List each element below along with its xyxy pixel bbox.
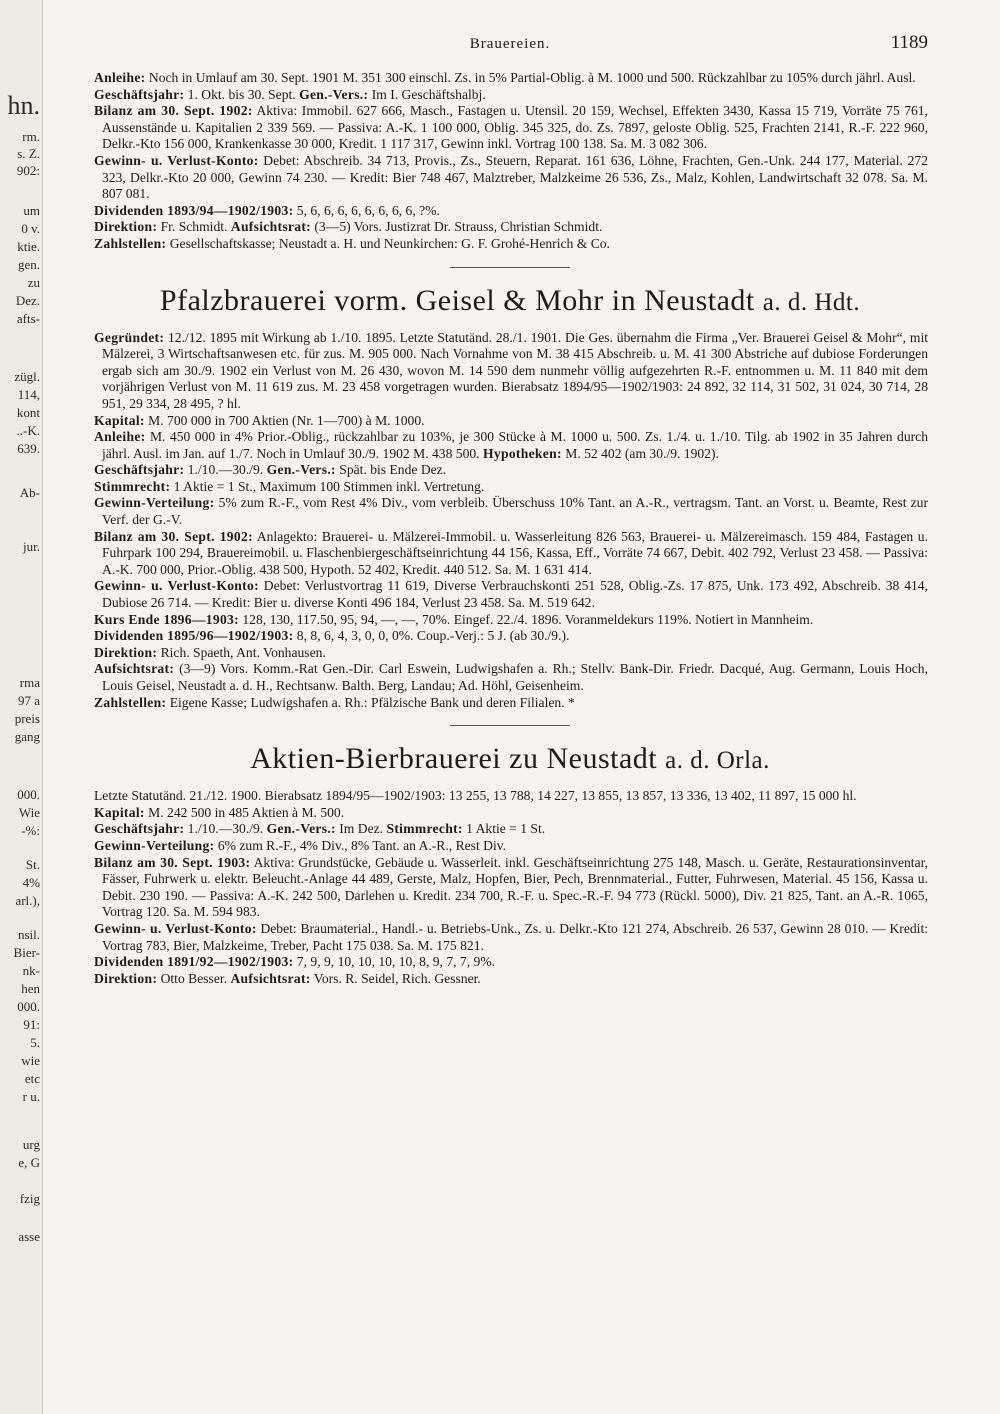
entry-paragraph: Aufsichtsrat: (3—9) Vors. Komm.-Rat Gen.-Dir. Carl Eswein, Ludwigshafen a. Rh.; Stellv. Bank-Dir. Friedr. Dacqué, Aug. Germann, Louis Hoch, Louis Geisel, Neustadt a. d. H., Rechtsanw. Balth. Berg, Landau; Ad. Höhl, Geisenheim. <box>94 661 928 693</box>
margin-fragment: 114, <box>17 388 40 402</box>
margin-fragment: Ab- <box>19 486 40 500</box>
margin-fragment: rma <box>19 676 40 690</box>
entry-paragraph: Direktion: Fr. Schmidt. Aufsichtsrat: (3—5) Vors. Justizrat Dr. Strauss, Christian Schmidt. <box>94 219 603 235</box>
margin-fragment: 0 v. <box>21 222 40 236</box>
margin-fragment: 5. <box>30 1036 40 1050</box>
entry-paragraph: Kapital: M. 242 500 in 485 Aktien à M. 500. <box>94 804 345 820</box>
margin-fragment: um <box>23 204 40 218</box>
margin-fragment: St. <box>25 858 40 872</box>
entry-paragraph: Letzte Statutänd. 21./12. 1900. Bierabsatz 1894/95—1902/1903: 13 255, 13 788, 14 227, 13 855, 13 857, 13 336, 13 402, 11 897, 15 000 hl. <box>94 788 857 804</box>
entry-paragraph: Bilanz am 30. Sept. 1903: Aktiva: Grundstücke, Gebäude u. Wasserleit. inkl. Geschäftseinrichtung 275 148, Masch. u. Geräte, Restaurationsinventar, Fässer, Fuhrwerk u. elektr. Beleucht.-Anlage 44 489, Gerste, Malz, Hopfen, Bier, Pech, Brennmaterial., Futter, Fuhrwesen, Material. 45 156, Kassa u. Debit. 230 190. — Passiva: A.-K. 242 500, Darlehen u. Kredit. 234 700, R.-F. u. Spec.-R.-F. 94 773 (Rückl. 5000), Div. 21 825, Tant. an A.-R. 1065, Vortrag 120. Sa. M. 594 983. <box>94 854 928 920</box>
margin-fragment: rm. <box>22 130 40 144</box>
section-divider <box>450 267 570 268</box>
entry-paragraph: Geschäftsjahr: 1./10.—30./9. Gen.-Vers.: Spät. bis Ende Dez. <box>94 462 447 478</box>
entry-paragraph: Gewinn-Verteilung: 5% zum R.-F., vom Rest 4% Div., vom verbleib. Überschuss 10% Tant. an A.-R., vertragsm. Tant. an Vorst. u. Beamte, Rest zur Verf. der G.-V. <box>94 495 928 528</box>
entry-paragraph: Gewinn- u. Verlust-Konto: Debet: Abschreib. 34 713, Provis., Zs., Steuern, Reparat. 161 636, Löhne, Frachten, Gen.-Unk. 244 177, Material. 272 323, Delkr.-Kto 20 000, Gewinn 74 230. — Kredit: Bier 748 467, Malztreber, Malzkeime 26 536, Zs., Malz, Kohlen, Landwirtschaft 32 078. Sa. M. 807 081. <box>94 152 928 202</box>
entry-paragraph: Geschäftsjahr: 1. Okt. bis 30. Sept. Gen.-Vers.: Im I. Geschäftshalbj. <box>94 86 486 102</box>
entry-paragraph: Stimmrecht: 1 Aktie = 1 St., Maximum 100 Stimmen inkl. Vertretung. <box>94 478 485 494</box>
company-title: Aktien-Bierbrauerei zu Neustadt a. d. Orla. <box>250 742 770 776</box>
margin-fragment: zügl. <box>14 370 40 384</box>
section-divider <box>450 725 570 726</box>
margin-fragment: nsil. <box>17 928 40 942</box>
margin-fragment: jur. <box>23 540 40 554</box>
margin-fragment: s. Z. <box>17 147 40 161</box>
margin-fragment: nk- <box>22 964 40 978</box>
entry-paragraph: Zahlstellen: Gesellschaftskasse; Neustadt a. H. und Neunkirchen: G. F. Grohé-Henrich & Co. <box>94 235 610 251</box>
left-margin-strip <box>0 0 43 1414</box>
margin-fragment: 4% <box>22 876 40 890</box>
entry-paragraph: Geschäftsjahr: 1./10.—30./9. Gen.-Vers.: Im Dez. Stimmrecht: 1 Aktie = 1 St. <box>94 821 546 837</box>
margin-fragment: e, G <box>18 1156 40 1170</box>
entry-paragraph: Zahlstellen: Eigene Kasse; Ludwigshafen a. Rh.: Pfälzische Bank und deren Filialen. * <box>94 694 575 710</box>
margin-fragment: Dez. <box>15 294 40 308</box>
margin-fragment: afts- <box>16 312 40 326</box>
margin-fragment: r u. <box>22 1090 40 1104</box>
company-title: Pfalzbrauerei vorm. Geisel & Mohr in Neustadt a. d. Hdt. <box>159 283 861 317</box>
margin-fragment: 97 a <box>17 694 40 708</box>
margin-fragment: Bier- <box>13 946 40 960</box>
margin-fragment: fzig <box>19 1192 40 1206</box>
margin-fragment: 639. <box>17 442 40 456</box>
margin-fragment: arl.), <box>15 894 40 908</box>
margin-fragment: ..-K. <box>16 424 40 438</box>
document-page <box>92 28 928 987</box>
running-title: Brauereien. <box>469 36 551 52</box>
entry-paragraph: Gewinn- u. Verlust-Konto: Debet: Braumaterial., Handl.- u. Betriebs-Unk., Zs. u. Delkr.-Kto 121 274, Abschreib. 26 537, Gewinn 28 010. — Kredit: Vortrag 783, Bier, Malzkeime, Treber, Pacht 175 038. Sa. M. 175 821. <box>94 920 928 953</box>
entry-paragraph: Gewinn- u. Verlust-Konto: Debet: Verlustvortrag 11 619, Diverse Verbrauchskonti 251 528, Oblig.-Zs. 17 875, Unk. 173 492, Abschreib. 38 414, Dubiose 26 714. — Kredit: Bier u. diverse Konti 496 184, Verlust 23 458. Sa. M. 519 642. <box>94 578 928 611</box>
margin-fragment: kont <box>16 406 40 420</box>
margin-fragment: -%: <box>21 824 40 838</box>
section-continued-entry <box>92 70 928 253</box>
section-pfalzbrauerei <box>92 284 928 712</box>
margin-fragment: 000. <box>17 788 40 802</box>
entry-paragraph: Bilanz am 30. Sept. 1902: Anlagekto: Brauerei- u. Mälzerei-Immobil. u. Wasserleitung 826 563, Brauerei- u. Mälzereimasch. 159 484, Fastagen u. Fuhrpark 100 294, Brauereimobil. u. Flaschenbiergeschäftseinrichtung 44 156, Kassa, Eff., Vorräte 74 667, Debit. 402 792, Verlust 23 458. — Passiva: A.-K. 700 000, Prior.-Oblig. 438 500, Hypoth. 52 402, Kredit. 440 512. Sa. M. 1 631 414. <box>94 528 929 577</box>
entry-paragraph: Bilanz am 30. Sept. 1902: Aktiva: Immobil. 627 666, Masch., Fastagen u. Utensil. 20 159, Wechsel, Effekten 3430, Kassa 15 719, Vorräte 75 761, Aussenstände u. Kapitalien 2 339 569. — Passiva: A.-K. 1 100 000, Oblig. 345 325, do. Zs. 7897, geloste Oblig. 525, Frachten 2141, R.-F. 222 960, Delkr.-Kto 156 000, Krankenkasse 30 000, Kredit. 1 117 317, Gewinn inkl. Vortrag 100 138. Sa. M. 3 082 306. <box>94 103 928 152</box>
margin-fragment: Wie <box>18 806 40 820</box>
entry-paragraph: Direktion: Rich. Spaeth, Ant. Vonhausen. <box>94 644 326 660</box>
margin-fragment: zu <box>27 276 40 290</box>
margin-fragment: 000. <box>17 1000 40 1014</box>
margin-fragment: hen <box>21 982 40 996</box>
margin-fragment: preis <box>14 712 40 726</box>
margin-fragment: gang <box>14 730 40 744</box>
margin-fragment: 902: <box>16 164 40 178</box>
entry-paragraph: Kapital: M. 700 000 in 700 Aktien (Nr. 1—700) à M. 1000. <box>94 412 425 428</box>
entry-paragraph: Anleihe: M. 450 000 in 4% Prior.-Oblig., rückzahlbar zu 103%, je 300 Stücke à M. 1000 u. 500. Zs. 1./4. u. 1./10. Tilg. ab 1902 in 35 Jahren durch jährl. Ausl. im Jan. auf 1./7. Noch in Umlauf 30./9. 1902 M. 438 500. Hypotheken: M. 52 402 (am 30./9. 1902). <box>94 429 928 461</box>
running-header <box>92 28 928 70</box>
margin-fragment: gen. <box>17 258 40 272</box>
entry-paragraph: Gegründet: 12./12. 1895 mit Wirkung ab 1./10. 1895. Letzte Statutänd. 28./1. 1901. Die Ges. übernahm die Firma „Ver. Brauerei Geisel & Mohr“, mit Mälzerei, 3 Wirtschaftsanwesen etc. für zus. M. 905 000. Nach Vornahme von M. 38 415 Abschreib. u. M. 41 300 Abstriche auf dubiose Forderungen ergab sich am 30./9. 1902 ein Verlust von M. 26 430, wovon M. 14 590 dem nunmehr völlig aufgezehrten R.-F. entnommen u. M. 11 840 mit dem vorjährigen Verlust von M. 11 619 zus. M. 23 458 vorgetragen wurden. Bierabsatz 1894/95—1902/1903: 24 892, 32 114, 31 502, 31 024, 30 714, 28 951, 29 334, 28 495, ? hl. <box>94 329 928 411</box>
margin-fragment: ktie. <box>17 240 40 254</box>
entry-paragraph: Kurs Ende 1896—1903: 128, 130, 117.50, 95, 94, —, —, 70%. Eingef. 22./4. 1896. Voranmeldekurs 119%. Notiert in Mannheim. <box>94 611 814 627</box>
entry-paragraph: Dividenden 1891/92—1902/1903: 7, 9, 9, 10, 10, 10, 10, 8, 9, 7, 7, 9%. <box>94 954 496 970</box>
page-number: 1189 <box>890 32 928 53</box>
entry-paragraph: Dividenden 1893/94—1902/1903: 5, 6, 6, 6, 6, 6, 6, 6, 6, ?%. <box>94 202 440 218</box>
entry-paragraph: Anleihe: Noch in Umlauf am 30. Sept. 1901 M. 351 300 einschl. Zs. in 5% Partial-Oblig. à M. 1000 und 500. Rückzahlbar zu 105% durch jährl. Ausl. <box>94 70 916 85</box>
section-aktien-bierbrauerei <box>92 742 928 987</box>
entry-paragraph: Gewinn-Verteilung: 6% zum R.-F., 4% Div., 8% Tant. an A.-R., Rest Div. <box>94 837 507 853</box>
margin-fragment: wie <box>21 1054 40 1068</box>
margin-fragment: hn. <box>7 92 40 120</box>
margin-fragment: 91: <box>23 1018 40 1032</box>
margin-fragment: asse <box>18 1230 40 1244</box>
margin-fragment: etc <box>24 1072 40 1086</box>
margin-fragment: urg <box>22 1138 40 1152</box>
entry-paragraph: Dividenden 1895/96—1902/1903: 8, 8, 6, 4, 3, 0, 0, 0%. Coup.-Verj.: 5 J. (ab 30./9.). <box>94 628 570 644</box>
entry-paragraph: Direktion: Otto Besser. Aufsichtsrat: Vors. R. Seidel, Rich. Gessner. <box>94 970 481 986</box>
